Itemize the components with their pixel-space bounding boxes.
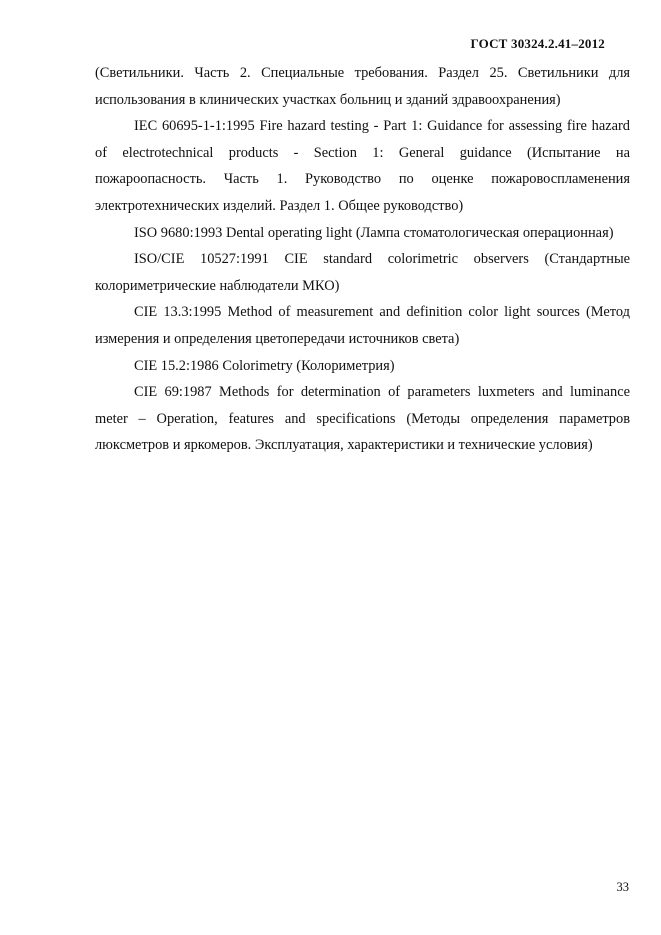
reference-cie-69: CIE 69:1987 Methods for determination of parameters luxmeters and luminance meter – Operation, features and specifications (Методы определения параметров люксметров и яркомеров. Эксплуатация, характеристики и технические условия) [95,384,630,454]
reference-iso-cie-10527: ISO/CIE 10527:1991 CIE standard colorimetric observers (Стандартные колориметрические наблюдатели МКО) [95,251,630,294]
page-number: 33 [616,880,629,894]
reference-cie-15-2: CIE 15.2:1986 Colorimetry (Колориметрия) [134,357,395,374]
reference-iec-60695: IEC 60695-1-1:1995 Fire hazard testing - Part 1: Guidance for assessing fire hazard of electrotechnical products - Section 1: General guidance (Испытание на пожароопасность. Часть 1. Руководство по оценке пожаровоспламенения электротехнических изделий. Раздел 1. Общее руководство) [95,118,630,214]
reference-cie-13-3: CIE 13.3:1995 Method of measurement and definition color light sources (Метод измерения и определения цветопередачи источников света) [95,304,630,347]
paragraph-continuation: (Светильники. Часть 2. Специальные требования. Раздел 25. Светильники для использования в клинических участках больниц и зданий здравоохранения) [95,65,630,108]
reference-iso-9680: ISO 9680:1993 Dental operating light (Лампа стоматологическая операционная) [134,224,614,241]
body-text [95,60,630,459]
document-code-header: ГОСТ 30324.2.41–2012 [470,36,605,51]
